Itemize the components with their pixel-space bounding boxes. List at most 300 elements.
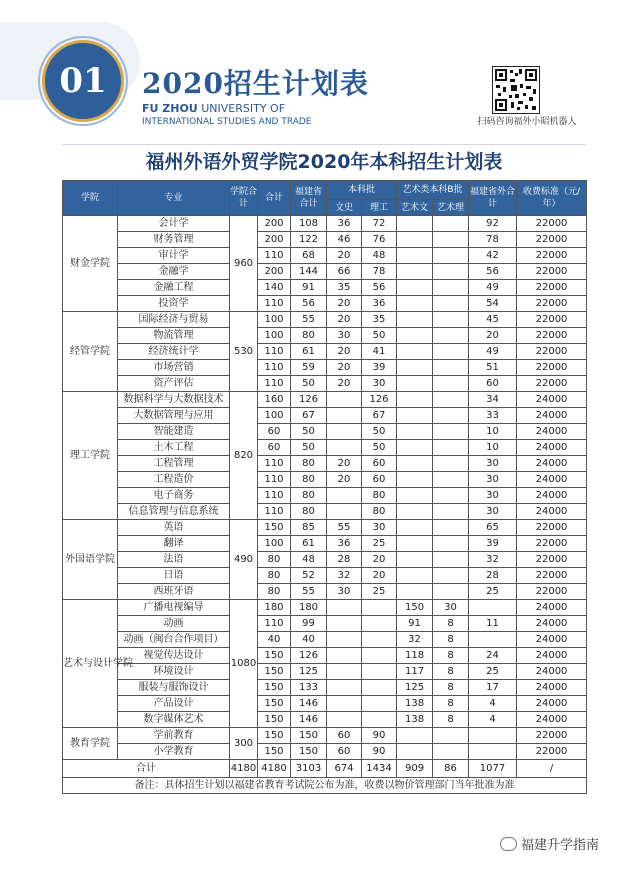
cell-art-wen <box>397 424 433 440</box>
cell-wenshi <box>327 488 362 504</box>
cell-fujian: 55 <box>291 312 327 328</box>
cell-fujian: 85 <box>291 520 327 536</box>
cell-art-wen <box>397 264 433 280</box>
cell-fee: 24000 <box>517 712 587 728</box>
cell-fujian: 126 <box>291 392 327 408</box>
cell-ligong: 67 <box>362 408 397 424</box>
cell-out <box>469 728 517 744</box>
cell-ligong <box>362 696 397 712</box>
cell-art-wen: 91 <box>397 616 433 632</box>
totals-total: 4180 <box>258 760 291 778</box>
totals-fujian: 3103 <box>291 760 327 778</box>
table-row <box>63 584 587 600</box>
cell-wenshi <box>327 680 362 696</box>
college-total: 530 <box>230 312 258 392</box>
cell-art-wen <box>397 552 433 568</box>
cell-art-wen <box>397 376 433 392</box>
university-name-bold: FU ZHOU <box>142 102 198 115</box>
cell-fujian: 55 <box>291 584 327 600</box>
cell-total: 150 <box>258 728 291 744</box>
table-row <box>63 264 587 280</box>
cell-fee: 24000 <box>517 664 587 680</box>
cell-major: 财务管理 <box>118 232 230 248</box>
totals-ligong: 1434 <box>362 760 397 778</box>
cell-ligong: 60 <box>362 472 397 488</box>
cell-major: 产品设计 <box>118 696 230 712</box>
cell-art-li <box>433 536 469 552</box>
college-total: 820 <box>230 392 258 520</box>
table-row <box>63 680 587 696</box>
cell-total: 110 <box>258 248 291 264</box>
cell-art-wen <box>397 728 433 744</box>
cell-art-li <box>433 248 469 264</box>
cell-fujian: 61 <box>291 536 327 552</box>
cell-fee: 24000 <box>517 440 587 456</box>
cell-art-li <box>433 280 469 296</box>
cell-art-wen: 125 <box>397 680 433 696</box>
cell-fujian: 125 <box>291 664 327 680</box>
cell-art-wen <box>397 536 433 552</box>
cell-out: 24 <box>469 648 517 664</box>
qr-code-icon[interactable] <box>492 66 540 114</box>
cell-art-li: 8 <box>433 616 469 632</box>
cell-wenshi: 36 <box>327 536 362 552</box>
university-name-line1 <box>142 103 285 115</box>
cell-fujian: 67 <box>291 408 327 424</box>
note-row <box>63 778 587 794</box>
cell-out: 4 <box>469 696 517 712</box>
cell-fee: 22000 <box>517 296 587 312</box>
cell-art-wen <box>397 408 433 424</box>
col-fee: 收费标准（元/年） <box>517 181 587 216</box>
table-row <box>63 744 587 760</box>
cell-art-li: 30 <box>433 600 469 616</box>
cell-art-wen <box>397 584 433 600</box>
cell-fee: 24000 <box>517 648 587 664</box>
cell-out: 65 <box>469 520 517 536</box>
cell-art-li <box>433 472 469 488</box>
table-row <box>63 568 587 584</box>
col-total: 合计 <box>258 181 291 216</box>
col-ligong: 理工 <box>362 200 397 216</box>
cell-major: 工程造价 <box>118 472 230 488</box>
college-name: 外国语学院 <box>63 520 118 600</box>
cell-total: 110 <box>258 376 291 392</box>
cell-wenshi <box>327 664 362 680</box>
cell-fee: 22000 <box>517 376 587 392</box>
cell-major: 西班牙语 <box>118 584 230 600</box>
totals-wenshi: 674 <box>327 760 362 778</box>
cell-total: 110 <box>258 456 291 472</box>
cell-major: 物流管理 <box>118 328 230 344</box>
table-row <box>63 232 587 248</box>
cell-art-wen <box>397 568 433 584</box>
cell-wenshi: 20 <box>327 456 362 472</box>
table-row <box>63 504 587 520</box>
cell-fee: 24000 <box>517 488 587 504</box>
cell-fujian: 150 <box>291 744 327 760</box>
cell-out: 30 <box>469 504 517 520</box>
table-row <box>63 648 587 664</box>
cell-major: 法语 <box>118 552 230 568</box>
college-total: 1080 <box>230 600 258 728</box>
cell-ligong: 30 <box>362 520 397 536</box>
cell-total: 200 <box>258 264 291 280</box>
cell-total: 150 <box>258 680 291 696</box>
cell-major: 审计学 <box>118 248 230 264</box>
cell-ligong <box>362 616 397 632</box>
col-out-province: 福建省外合计 <box>469 181 517 216</box>
cell-fee: 24000 <box>517 680 587 696</box>
table-row <box>63 696 587 712</box>
cell-out: 20 <box>469 328 517 344</box>
cell-fee: 24000 <box>517 392 587 408</box>
cell-wenshi: 30 <box>327 328 362 344</box>
cell-fee: 22000 <box>517 344 587 360</box>
cell-out: 28 <box>469 568 517 584</box>
cell-ligong: 35 <box>362 312 397 328</box>
cell-total: 150 <box>258 520 291 536</box>
cell-major: 学前教育 <box>118 728 230 744</box>
college-name: 经管学院 <box>63 312 118 392</box>
college-name: 教育学院 <box>63 728 118 760</box>
cell-art-wen: 32 <box>397 632 433 648</box>
cell-fujian: 50 <box>291 376 327 392</box>
cell-total: 150 <box>258 664 291 680</box>
cell-major: 投资学 <box>118 296 230 312</box>
cell-major: 英语 <box>118 520 230 536</box>
cell-fujian: 50 <box>291 440 327 456</box>
cell-out <box>469 600 517 616</box>
cell-out: 11 <box>469 616 517 632</box>
table-row <box>63 520 587 536</box>
cell-fee: 24000 <box>517 504 587 520</box>
cell-art-wen: 150 <box>397 600 433 616</box>
cell-total: 80 <box>258 584 291 600</box>
cell-fee: 24000 <box>517 472 587 488</box>
cell-ligong: 20 <box>362 568 397 584</box>
cell-wenshi <box>327 440 362 456</box>
cell-out: 60 <box>469 376 517 392</box>
table-note: 备注：具体招生计划以福建省教育考试院公布为准，收费以物价管理部门当年批准为准 <box>63 778 587 794</box>
cell-out: 25 <box>469 664 517 680</box>
cell-wenshi: 20 <box>327 344 362 360</box>
cell-major: 金融学 <box>118 264 230 280</box>
table-row <box>63 632 587 648</box>
cell-fujian: 91 <box>291 280 327 296</box>
table-row <box>63 312 587 328</box>
cell-total: 110 <box>258 504 291 520</box>
cell-fee: 22000 <box>517 728 587 744</box>
col-art-b: 艺术类本科B批 <box>397 181 469 200</box>
cell-ligong: 80 <box>362 504 397 520</box>
cell-art-li <box>433 408 469 424</box>
table-row <box>63 392 587 408</box>
cell-out: 32 <box>469 552 517 568</box>
col-major: 专业 <box>118 181 230 216</box>
table-row <box>63 344 587 360</box>
cell-major: 数据科学与大数据技术 <box>118 392 230 408</box>
cell-out: 25 <box>469 584 517 600</box>
cell-major: 会计学 <box>118 216 230 232</box>
cell-wenshi: 20 <box>327 312 362 328</box>
cell-total: 100 <box>258 408 291 424</box>
cell-fee: 22000 <box>517 280 587 296</box>
cell-fujian: 80 <box>291 472 327 488</box>
cell-art-wen <box>397 456 433 472</box>
cell-out: 45 <box>469 312 517 328</box>
cell-wenshi: 36 <box>327 216 362 232</box>
cell-art-li <box>433 568 469 584</box>
cell-art-wen: 138 <box>397 712 433 728</box>
cell-fujian: 80 <box>291 488 327 504</box>
cell-major: 金融工程 <box>118 280 230 296</box>
cell-ligong: 50 <box>362 440 397 456</box>
cell-art-wen <box>397 344 433 360</box>
cell-out: 30 <box>469 472 517 488</box>
table-row <box>63 728 587 744</box>
table-title: 福州外语外贸学院2020年本科招生计划表 <box>145 151 503 173</box>
cell-total: 150 <box>258 648 291 664</box>
table-row <box>63 664 587 680</box>
cell-major: 数字媒体艺术 <box>118 712 230 728</box>
cell-art-li <box>433 328 469 344</box>
cell-ligong: 80 <box>362 488 397 504</box>
cell-total: 100 <box>258 328 291 344</box>
table-row <box>63 376 587 392</box>
cell-ligong: 36 <box>362 296 397 312</box>
cell-fujian: 50 <box>291 424 327 440</box>
cell-fujian: 146 <box>291 712 327 728</box>
cell-art-li <box>433 488 469 504</box>
cell-total: 60 <box>258 424 291 440</box>
cell-fujian: 61 <box>291 344 327 360</box>
cell-art-wen <box>397 328 433 344</box>
table-row <box>63 440 587 456</box>
cell-ligong: 30 <box>362 376 397 392</box>
cell-wenshi: 20 <box>327 296 362 312</box>
cell-wenshi: 46 <box>327 232 362 248</box>
cell-major: 环境设计 <box>118 664 230 680</box>
cell-major: 信息管理与信息系统 <box>118 504 230 520</box>
cell-art-wen: 138 <box>397 696 433 712</box>
cell-art-wen <box>397 312 433 328</box>
cell-total: 80 <box>258 552 291 568</box>
cell-major: 工程管理 <box>118 456 230 472</box>
cell-wenshi: 60 <box>327 744 362 760</box>
cell-fujian: 56 <box>291 296 327 312</box>
cell-art-li <box>433 344 469 360</box>
cell-art-wen <box>397 216 433 232</box>
cell-major: 动画（闽台合作项目） <box>118 632 230 648</box>
cell-out: 17 <box>469 680 517 696</box>
cell-out: 92 <box>469 216 517 232</box>
cell-art-li <box>433 456 469 472</box>
cell-wenshi: 60 <box>327 728 362 744</box>
cell-out: 56 <box>469 264 517 280</box>
cell-art-li <box>433 264 469 280</box>
cell-art-wen <box>397 296 433 312</box>
cell-total: 60 <box>258 440 291 456</box>
cell-ligong: 50 <box>362 328 397 344</box>
cell-out: 30 <box>469 456 517 472</box>
cell-wenshi <box>327 696 362 712</box>
college-name: 财金学院 <box>63 216 118 312</box>
cell-art-li: 8 <box>433 696 469 712</box>
cell-total: 140 <box>258 280 291 296</box>
qr-caption: 扫码咨询福外小昭机器人 <box>477 117 577 127</box>
cell-art-wen <box>397 520 433 536</box>
cell-fujian: 80 <box>291 504 327 520</box>
cell-fee: 22000 <box>517 552 587 568</box>
cell-ligong: 20 <box>362 552 397 568</box>
cell-fujian: 133 <box>291 680 327 696</box>
cell-fee: 22000 <box>517 520 587 536</box>
cell-art-wen <box>397 280 433 296</box>
cell-wenshi: 55 <box>327 520 362 536</box>
cell-total: 80 <box>258 568 291 584</box>
cell-fee: 22000 <box>517 232 587 248</box>
cell-fee: 22000 <box>517 248 587 264</box>
cell-major: 服装与服饰设计 <box>118 680 230 696</box>
cell-art-wen <box>397 360 433 376</box>
cell-art-wen: 117 <box>397 664 433 680</box>
cell-fee: 22000 <box>517 264 587 280</box>
cell-art-wen <box>397 488 433 504</box>
cell-fee: 24000 <box>517 424 587 440</box>
cell-ligong: 60 <box>362 456 397 472</box>
cell-art-li <box>433 360 469 376</box>
college-name: 理工学院 <box>63 392 118 520</box>
table-row <box>63 536 587 552</box>
cell-out: 10 <box>469 424 517 440</box>
cell-major: 智能建造 <box>118 424 230 440</box>
cell-fee: 22000 <box>517 744 587 760</box>
page-title: 2020招生计划表 <box>142 67 369 100</box>
cell-fujian: 150 <box>291 728 327 744</box>
cell-ligong: 25 <box>362 584 397 600</box>
cell-fujian: 59 <box>291 360 327 376</box>
cell-art-wen <box>397 392 433 408</box>
cell-fee: 22000 <box>517 328 587 344</box>
table-row <box>63 360 587 376</box>
cell-fee: 24000 <box>517 456 587 472</box>
cell-art-li <box>433 312 469 328</box>
cell-major: 资产评估 <box>118 376 230 392</box>
cell-art-li <box>433 216 469 232</box>
cell-fujian: 126 <box>291 648 327 664</box>
cell-total: 100 <box>258 312 291 328</box>
cell-total: 100 <box>258 536 291 552</box>
cell-fujian: 108 <box>291 216 327 232</box>
cell-total: 110 <box>258 488 291 504</box>
cell-out: 78 <box>469 232 517 248</box>
cell-wenshi: 20 <box>327 376 362 392</box>
cell-total: 200 <box>258 216 291 232</box>
cell-out: 39 <box>469 536 517 552</box>
cell-out: 4 <box>469 712 517 728</box>
cell-art-wen <box>397 440 433 456</box>
divider <box>62 144 586 145</box>
footer-brand-text: 福建升学指南 <box>521 838 600 853</box>
cell-major: 视觉传达设计 <box>118 648 230 664</box>
cell-major: 日语 <box>118 568 230 584</box>
cell-total: 200 <box>258 232 291 248</box>
university-name-line2: INTERNATIONAL STUDIES AND TRADE <box>142 117 312 127</box>
cell-ligong: 90 <box>362 728 397 744</box>
cell-ligong: 126 <box>362 392 397 408</box>
cell-major: 土木工程 <box>118 440 230 456</box>
cell-wenshi <box>327 424 362 440</box>
cell-ligong: 72 <box>362 216 397 232</box>
col-benke: 本科批 <box>327 181 397 200</box>
cell-out <box>469 744 517 760</box>
cell-out: 54 <box>469 296 517 312</box>
table-row <box>63 552 587 568</box>
cell-out <box>469 632 517 648</box>
cell-fujian: 122 <box>291 232 327 248</box>
cell-fee: 22000 <box>517 536 587 552</box>
cell-total: 150 <box>258 744 291 760</box>
cell-art-li: 8 <box>433 680 469 696</box>
table-row <box>63 296 587 312</box>
cell-art-li <box>433 504 469 520</box>
cell-fujian: 48 <box>291 552 327 568</box>
table-body <box>63 216 587 760</box>
cell-major: 国际经济与贸易 <box>118 312 230 328</box>
cell-art-li <box>433 392 469 408</box>
cell-wenshi <box>327 616 362 632</box>
col-college-total: 学院合计 <box>230 181 258 216</box>
cell-fujian: 68 <box>291 248 327 264</box>
table-row <box>63 616 587 632</box>
cell-out: 49 <box>469 344 517 360</box>
cell-fujian: 146 <box>291 696 327 712</box>
table-row <box>63 600 587 616</box>
cell-art-li <box>433 296 469 312</box>
cell-ligong <box>362 600 397 616</box>
table-row <box>63 424 587 440</box>
cell-fee: 22000 <box>517 568 587 584</box>
cell-wenshi: 30 <box>327 584 362 600</box>
table-row <box>63 712 587 728</box>
cell-total: 160 <box>258 392 291 408</box>
university-name-rest: UNIVERSITY OF <box>197 102 286 115</box>
cell-art-li <box>433 520 469 536</box>
totals-fee: / <box>517 760 587 778</box>
cell-wenshi <box>327 408 362 424</box>
cell-ligong: 90 <box>362 744 397 760</box>
cell-fee: 22000 <box>517 584 587 600</box>
cell-major: 大数据管理与应用 <box>118 408 230 424</box>
wechat-icon <box>500 837 517 851</box>
cell-wenshi <box>327 712 362 728</box>
cell-ligong: 50 <box>362 424 397 440</box>
cell-fujian: 52 <box>291 568 327 584</box>
cell-ligong <box>362 664 397 680</box>
cell-fujian: 99 <box>291 616 327 632</box>
cell-art-li: 8 <box>433 664 469 680</box>
cell-out: 42 <box>469 248 517 264</box>
cell-art-wen <box>397 248 433 264</box>
cell-art-li <box>433 584 469 600</box>
cell-total: 150 <box>258 712 291 728</box>
cell-ligong <box>362 712 397 728</box>
college-total: 300 <box>230 728 258 760</box>
table-row <box>63 488 587 504</box>
college-total: 490 <box>230 520 258 600</box>
cell-ligong: 76 <box>362 232 397 248</box>
